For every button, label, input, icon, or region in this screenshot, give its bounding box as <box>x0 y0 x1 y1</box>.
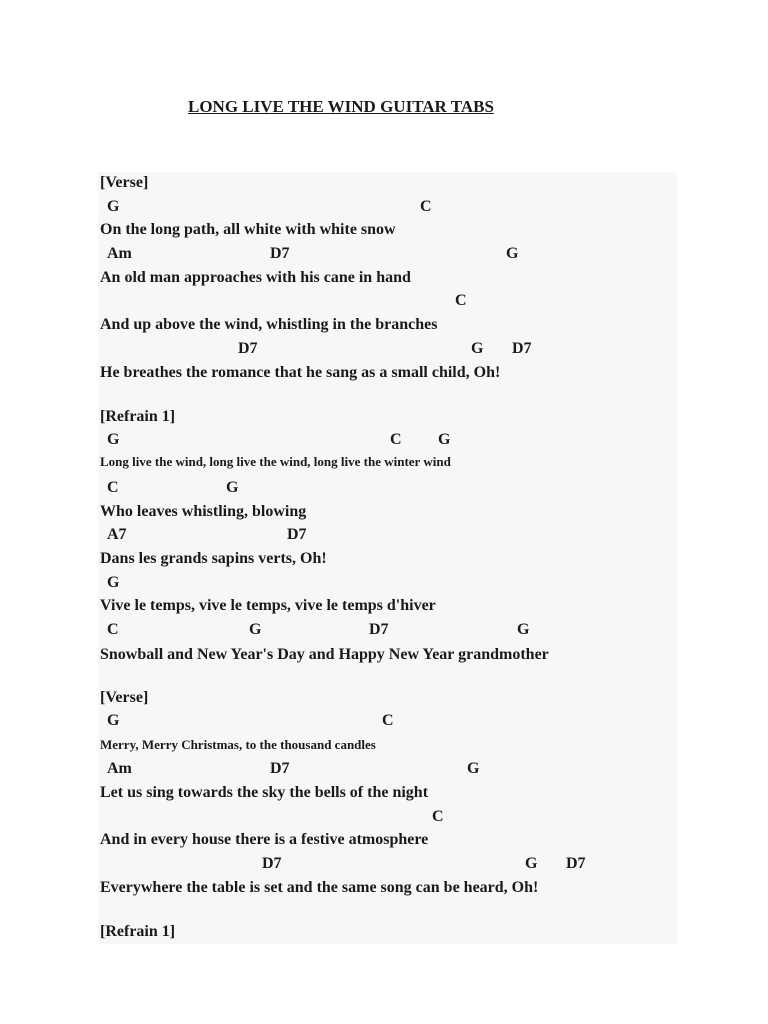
chord: G <box>249 621 262 638</box>
lyric-line: And in every house there is a festive atmosphere <box>100 831 429 848</box>
chord: C <box>420 198 432 215</box>
lyric-line: Long live the wind, long live the wind, long live the winter wind <box>100 454 451 469</box>
chord: D7 <box>369 621 389 638</box>
chord: C <box>107 479 119 496</box>
lyric-line: Vive le temps, vive le temps, vive le temps d'hiver <box>100 597 436 614</box>
chord: D7 <box>270 760 290 777</box>
page-title: LONG LIVE THE WIND GUITAR TABS <box>188 97 494 116</box>
chord: C <box>455 292 467 309</box>
chord: D7 <box>270 245 290 262</box>
section-label-refrain: [Refrain 1] <box>100 408 176 425</box>
lyric-line: Let us sing towards the sky the bells of the night <box>100 784 429 801</box>
chord: D7 <box>512 340 532 357</box>
chord: C <box>382 712 394 729</box>
chord: D7 <box>287 526 307 543</box>
lyric-line: Merry, Merry Christmas, to the thousand candles <box>100 737 376 752</box>
chord: C <box>390 431 402 448</box>
lyric-line: An old man approaches with his cane in hand <box>100 269 411 286</box>
section-label-verse: [Verse] <box>100 174 149 191</box>
chord: G <box>107 431 120 448</box>
chord: D7 <box>238 340 258 357</box>
section-label-verse: [Verse] <box>100 689 149 706</box>
chord: G <box>438 431 451 448</box>
chord: G <box>107 198 120 215</box>
lyric-line: Snowball and New Year's Day and Happy New Year grandmother <box>100 646 549 663</box>
lyric-line: And up above the wind, whistling in the branches <box>100 316 438 333</box>
chord: G <box>467 760 480 777</box>
lyric-line: Who leaves whistling, blowing <box>100 503 307 520</box>
chord: Am <box>107 760 132 777</box>
lyric-line: Dans les grands sapins verts, Oh! <box>100 550 327 567</box>
chord: D7 <box>262 855 282 872</box>
chord: C <box>107 621 119 638</box>
chord: G <box>525 855 538 872</box>
chord: D7 <box>566 855 586 872</box>
lyric-line: On the long path, all white with white snow <box>100 221 396 238</box>
lyric-line: Everywhere the table is set and the same song can be heard, Oh! <box>100 879 539 896</box>
chord: G <box>471 340 484 357</box>
section-label-refrain: [Refrain 1] <box>100 923 176 940</box>
chord: G <box>506 245 519 262</box>
chord: Am <box>107 245 132 262</box>
chord: G <box>107 574 120 591</box>
chord: G <box>226 479 239 496</box>
chord: C <box>432 808 444 825</box>
chord: G <box>517 621 530 638</box>
chord: A7 <box>107 526 127 543</box>
lyric-line: He breathes the romance that he sang as a small child, Oh! <box>100 364 501 381</box>
chord: G <box>107 712 120 729</box>
